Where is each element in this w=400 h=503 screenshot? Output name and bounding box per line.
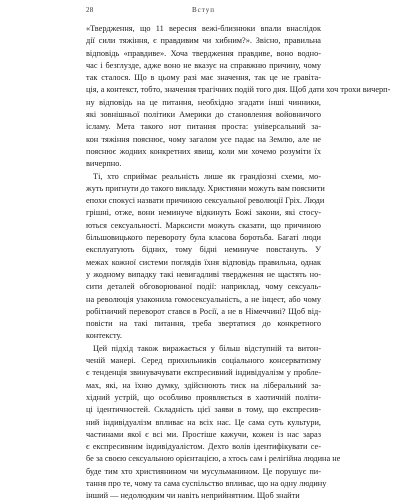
text-line: вичерпно. bbox=[86, 159, 122, 169]
text-line: бе за своєю сексуальною орієнтацією, а хтось сам і релігійна людина не bbox=[86, 454, 341, 464]
text-line: ченій манері. Серед прихильників соціального консерватизму bbox=[86, 356, 321, 366]
text-line: межах кожної системи поглядів їхня відповідь правильна, однак bbox=[86, 257, 321, 267]
text-line: інший — недолюдким чи навіть неприйнятним. Щоб знайти bbox=[86, 491, 300, 501]
text-line: кон тяжіння пояснює, чому загалом усе падає на Землю, але не bbox=[86, 134, 321, 144]
text-line: більшовицького перевороту була класова боротьба. Багаті люди bbox=[86, 233, 321, 243]
text-line: буде тим хто християнином чи мусульманином. Це порушує пи- bbox=[86, 466, 321, 476]
text-line: контексту. bbox=[86, 331, 122, 341]
text-line: ну відповідь на це питання, необхідно згадати інші чинники, bbox=[86, 97, 321, 107]
text-line: ці ідентичностей. Складність цієї заяви в тому, що експресив- bbox=[86, 405, 321, 415]
text-line: тання про те, чому та сама суспільство впливає, що на одну людину bbox=[86, 478, 327, 488]
text-line: на революція узаконила гомосексуальність, а не інцест, або чому bbox=[86, 294, 321, 304]
text-line: частинами якої є всі ми. Простіше кажучи, кожен із нас зараз bbox=[86, 429, 321, 439]
text-line: «Твердження, що 11 вересня вежі-близнюки впали внаслідок bbox=[86, 24, 321, 33]
text-line: Ті, хто сприймає реальність лише як грандіозні схеми, мо- bbox=[93, 171, 321, 181]
text-line: експлуатують бідних, тому бідні неминуче повстануть. У bbox=[86, 245, 321, 255]
text-line: Цей підхід також виражається у більш відступній та витон- bbox=[93, 343, 321, 353]
text-line: хідний устрій, що особливо проявляється в хаотичній політи- bbox=[86, 392, 321, 402]
text-line: сити деталей обговорюваної події: наприклад, чому сексуаль- bbox=[86, 282, 321, 292]
text-line: відповідь «правдиве». Хоча твердження правдиве, воно водно- bbox=[86, 48, 321, 58]
text-line: так сталося. Що в цьому разі має значення, так це не гравіта- bbox=[86, 73, 321, 83]
text-line: пояснює жодних конкретних явищ, коли ми хочемо розуміти їх bbox=[86, 146, 321, 156]
text-line: мах, які, на їхню думку, здійснюють тиск на ліберальний за- bbox=[86, 380, 321, 390]
paragraph bbox=[86, 171, 325, 343]
text-line: які зовнішньої політики Америки до становлення войовничого bbox=[86, 110, 321, 120]
text-line: жуть пригнути до такого викладу. Християни можуть вам пояснити bbox=[86, 183, 325, 193]
text-line: повісти на такі питання, треба звертатися до конкретного bbox=[86, 319, 321, 329]
text-line: ісламу. Мета такого нот питання проста: універсальний за- bbox=[86, 122, 321, 132]
paragraph bbox=[86, 23, 391, 171]
paragraph bbox=[86, 343, 341, 503]
page-number: 28 bbox=[86, 6, 94, 14]
text-line: ція, а контекст, тобто, значення трагічних подій того дня. Щоб дати хоч трохи вичерп- bbox=[86, 85, 391, 95]
text-line: ються сексуальності. Марксисти можуть сказати, що причиною bbox=[86, 220, 321, 230]
text-line: робітничий переворот стався в Росії, а не в Німеччині? Щоб від- bbox=[86, 306, 321, 316]
text-line: є тенденція звинувачувати експресивний індивідуалізм у пробле- bbox=[86, 368, 321, 378]
text-line: у жодному випадку такі невигадливі твердження не щастять но- bbox=[86, 269, 321, 279]
page-header bbox=[86, 6, 321, 18]
text-line: епохи спокусі назвати причиною сексуальної революції Гріх. Люди bbox=[86, 196, 325, 206]
text-line: дії сили тяжіння, є правдивим чи хибним?». Звісно, правильна bbox=[86, 36, 321, 46]
body-text bbox=[86, 23, 391, 503]
text-line: час і безглузде, адже воно не вказує на справжню причину, чому bbox=[86, 60, 321, 70]
running-head: Вступ bbox=[192, 6, 215, 14]
text-line: грішні, отже, вони неминуче відкинуть Божі закони, які стосу- bbox=[86, 208, 321, 218]
text-line: є експресивним індивідуалістом. Дехто волів ідентифікувати се- bbox=[86, 442, 321, 452]
text-line: ний індивідуалізм впливає на всіх нас. Це сама суть культури, bbox=[86, 417, 321, 427]
